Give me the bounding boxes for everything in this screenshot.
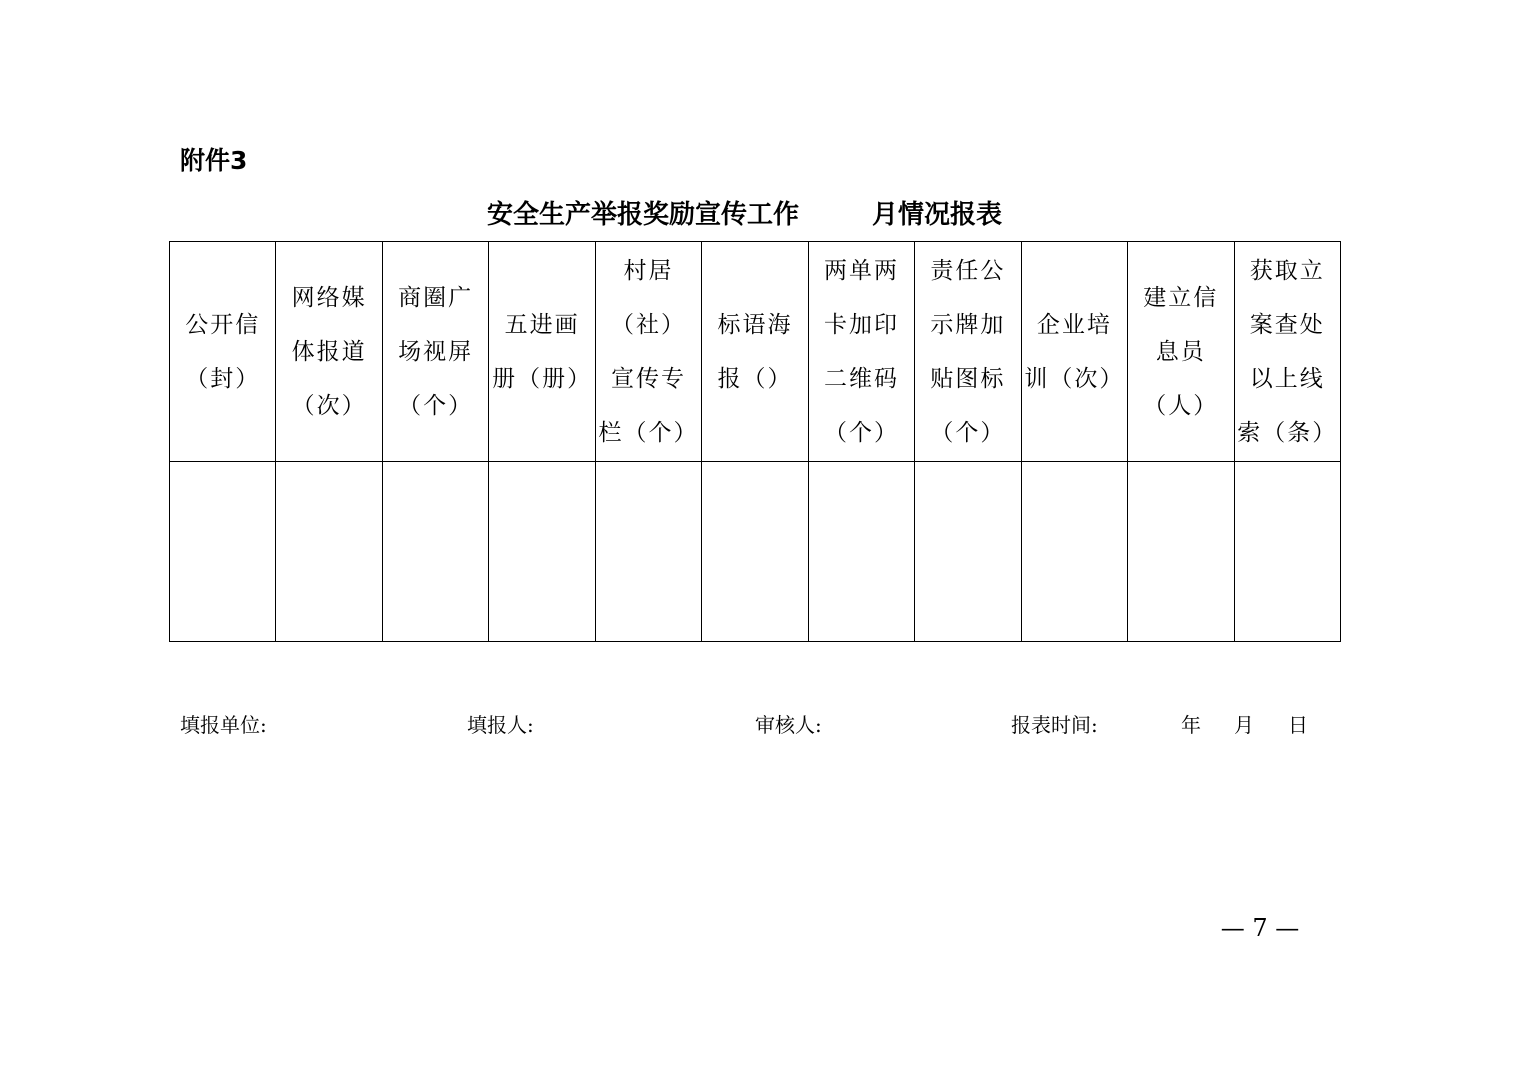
table-cell[interactable] (489, 462, 595, 642)
report-title (0, 196, 1520, 234)
header-village-board: 村居 （社） 宣传专 栏（个） (595, 242, 701, 462)
footer-unit-label: 填报单位: (180, 713, 267, 737)
header-enterprise-training: 企业培 训（次） (1021, 242, 1127, 462)
table-cell[interactable] (1021, 462, 1127, 642)
table-header-row (170, 242, 1341, 462)
header-brochure: 五进画 册（册） (489, 242, 595, 462)
attachment-label: 附件3 (180, 146, 248, 175)
header-qr-code: 两单两 卡加印 二维码 （个） (808, 242, 914, 462)
table-cell[interactable] (1128, 462, 1234, 642)
table-cell[interactable] (170, 462, 276, 642)
header-open-letter: 公开信 （封） (170, 242, 276, 462)
table-cell[interactable] (808, 462, 914, 642)
footer-day: 日 (1288, 713, 1308, 737)
header-poster: 标语海 报（） (702, 242, 808, 462)
table-cell[interactable] (382, 462, 488, 642)
footer-year: 年 (1181, 713, 1201, 737)
table-row (170, 462, 1341, 642)
table-cell[interactable] (915, 462, 1021, 642)
footer-time-label: 报表时间: (1011, 713, 1098, 737)
page-number: — 7 — (1220, 914, 1300, 942)
header-online-media: 网络媒 体报道 （次） (276, 242, 382, 462)
table-cell[interactable] (1234, 462, 1340, 642)
table-cell[interactable] (702, 462, 808, 642)
report-title-month: 月情况报表 (872, 200, 1003, 230)
header-plaza-screen: 商圈广 场视屏 （个） (382, 242, 488, 462)
footer-month: 月 (1234, 713, 1254, 737)
footer-reporter-label: 填报人: (467, 713, 534, 737)
table-cell[interactable] (276, 462, 382, 642)
header-responsibility-board: 责任公 示牌加 贴图标 （个） (915, 242, 1021, 462)
report-title-main: 安全生产举报奖励宣传工作 (487, 200, 800, 230)
footer-reviewer-label: 审核人: (755, 713, 822, 737)
header-case-clues: 获取立 案查处 以上线 索（条） (1234, 242, 1340, 462)
table-cell[interactable] (595, 462, 701, 642)
header-informants: 建立信 息员 （人） (1128, 242, 1234, 462)
report-table (169, 241, 1341, 642)
